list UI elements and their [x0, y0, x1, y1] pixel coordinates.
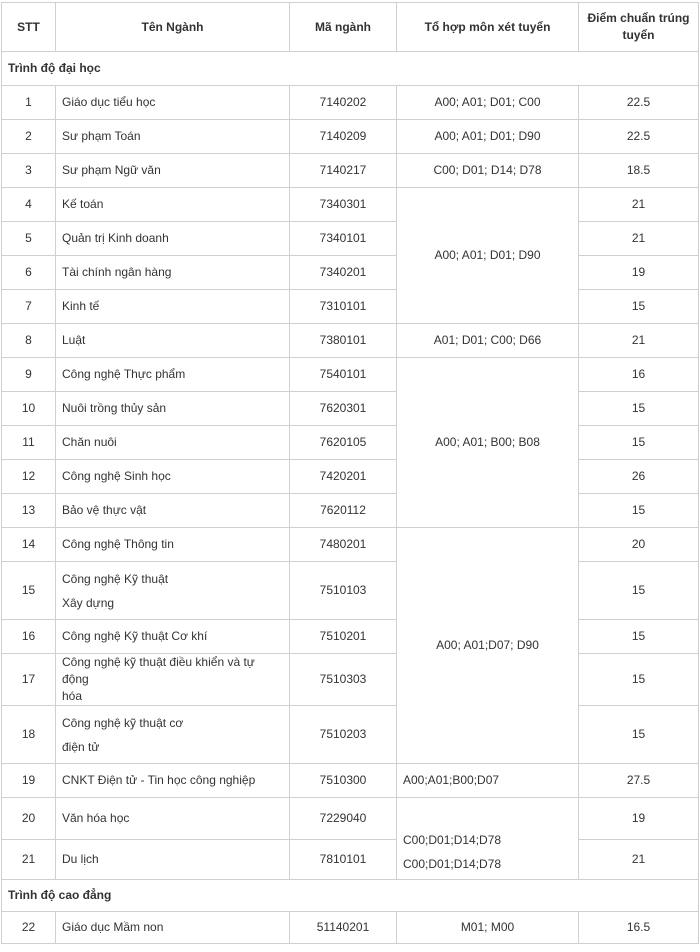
cell-ten-nganh: Giáo dục Mầm non — [56, 912, 290, 944]
table-row — [2, 912, 699, 944]
table-row — [2, 706, 699, 764]
cell-ma-nganh: 7510103 — [290, 562, 397, 620]
cell-ten-nganh: Sư phạm Ngữ văn — [56, 154, 290, 188]
table-row — [2, 154, 699, 188]
cell-stt: 17 — [2, 654, 56, 706]
cell-stt: 7 — [2, 290, 56, 324]
cell-ma-nganh: 7140202 — [290, 86, 397, 120]
cell-ten-nganh-line-1: Công nghệ kỹ thuật cơ — [62, 715, 184, 730]
cell-to-hop: A00; A01;D07; D90 — [397, 528, 579, 764]
cell-stt: 4 — [2, 188, 56, 222]
cell-diem-chuan: 15 — [579, 494, 699, 528]
cell-stt: 2 — [2, 120, 56, 154]
header-diem-chuan: Điểm chuẩn trúng tuyển — [579, 3, 699, 52]
header-ma-nganh: Mã ngành — [290, 3, 397, 52]
header-row — [2, 3, 699, 52]
cell-diem-chuan: 15 — [579, 654, 699, 706]
table-row — [2, 324, 699, 358]
cell-ten-nganh: Tài chính ngân hàng — [56, 256, 290, 290]
header-to-hop: Tổ hợp môn xét tuyển — [397, 3, 579, 52]
cell-ma-nganh: 7340201 — [290, 256, 397, 290]
table-row — [2, 840, 699, 880]
cell-to-hop: C00; D01; D14; D78 — [397, 154, 579, 188]
cell-stt: 6 — [2, 256, 56, 290]
cell-to-hop — [397, 798, 579, 880]
cell-diem-chuan: 15 — [579, 620, 699, 654]
table-row — [2, 358, 699, 392]
table-row — [2, 764, 699, 798]
cell-ten-nganh — [56, 654, 290, 706]
cell-ma-nganh: 7510201 — [290, 620, 397, 654]
table-row — [2, 86, 699, 120]
cell-stt: 13 — [2, 494, 56, 528]
cell-ten-nganh-line-2: hóa — [62, 689, 83, 703]
cell-ten-nganh: Nuôi trồng thủy sản — [56, 392, 290, 426]
cell-diem-chuan: 16 — [579, 358, 699, 392]
cell-ma-nganh: 7810101 — [290, 840, 397, 880]
table-row — [2, 562, 699, 620]
cell-ma-nganh: 7140217 — [290, 154, 397, 188]
cell-diem-chuan: 21 — [579, 188, 699, 222]
cell-ma-nganh: 7229040 — [290, 798, 397, 840]
cell-ma-nganh: 7510300 — [290, 764, 397, 798]
cell-diem-chuan: 15 — [579, 392, 699, 426]
cell-ma-nganh: 7340101 — [290, 222, 397, 256]
cell-ten-nganh: Kinh tế — [56, 290, 290, 324]
table-row — [2, 392, 699, 426]
cell-ten-nganh-line-2: điện tử — [62, 739, 100, 754]
cell-ma-nganh: 7540101 — [290, 358, 397, 392]
table-row — [2, 494, 699, 528]
table-row — [2, 460, 699, 494]
cell-stt: 12 — [2, 460, 56, 494]
table-row — [2, 798, 699, 840]
cell-stt: 15 — [2, 562, 56, 620]
cell-ten-nganh: Sư phạm Toán — [56, 120, 290, 154]
cell-stt: 3 — [2, 154, 56, 188]
cell-ten-nganh: Công nghệ Thông tin — [56, 528, 290, 562]
cell-to-hop: A00; A01; B00; B08 — [397, 358, 579, 528]
cell-stt: 20 — [2, 798, 56, 840]
admission-scores-table — [1, 2, 699, 944]
header-ten-nganh: Tên Ngành — [56, 3, 290, 52]
cell-stt: 19 — [2, 764, 56, 798]
table-row — [2, 256, 699, 290]
cell-ma-nganh: 7310101 — [290, 290, 397, 324]
cell-diem-chuan: 22.5 — [579, 86, 699, 120]
cell-ma-nganh: 7480201 — [290, 528, 397, 562]
cell-ten-nganh: Công nghệ Thực phẩm — [56, 358, 290, 392]
cell-stt: 22 — [2, 912, 56, 944]
cell-diem-chuan: 19 — [579, 256, 699, 290]
cell-ten-nganh: Giáo dục tiểu học — [56, 86, 290, 120]
cell-ten-nganh: Chăn nuôi — [56, 426, 290, 460]
cell-diem-chuan: 15 — [579, 706, 699, 764]
header-stt: STT — [2, 3, 56, 52]
cell-to-hop: A00; A01; D01; D90 — [397, 120, 579, 154]
cell-ma-nganh: 51140201 — [290, 912, 397, 944]
cell-ma-nganh: 7510303 — [290, 654, 397, 706]
cell-to-hop-line-1: C00;D01;D14;D78 — [403, 833, 502, 847]
cell-diem-chuan: 21 — [579, 222, 699, 256]
table-row — [2, 528, 699, 562]
table-row — [2, 222, 699, 256]
cell-ten-nganh: Văn hóa học — [56, 798, 290, 840]
cell-diem-chuan: 26 — [579, 460, 699, 494]
cell-to-hop: M01; M00 — [397, 912, 579, 944]
cell-diem-chuan: 20 — [579, 528, 699, 562]
cell-to-hop: A00; A01; D01; C00 — [397, 86, 579, 120]
cell-stt: 18 — [2, 706, 56, 764]
cell-to-hop: A01; D01; C00; D66 — [397, 324, 579, 358]
cell-diem-chuan: 15 — [579, 290, 699, 324]
table-row — [2, 426, 699, 460]
table-row — [2, 120, 699, 154]
cell-ten-nganh-line-1: Công nghệ kỹ thuật điều khiển và tự động — [62, 655, 255, 686]
cell-ma-nganh: 7140209 — [290, 120, 397, 154]
section-row — [2, 880, 699, 912]
table-row — [2, 654, 699, 706]
table-row — [2, 290, 699, 324]
cell-ten-nganh: Du lịch — [56, 840, 290, 880]
cell-ten-nganh: Luật — [56, 324, 290, 358]
section-row — [2, 52, 699, 86]
cell-diem-chuan: 19 — [579, 798, 699, 840]
cell-diem-chuan: 27.5 — [579, 764, 699, 798]
cell-ma-nganh: 7340301 — [290, 188, 397, 222]
cell-stt: 8 — [2, 324, 56, 358]
cell-to-hop: A00; A01; D01; D90 — [397, 188, 579, 324]
cell-stt: 16 — [2, 620, 56, 654]
cell-ma-nganh: 7620105 — [290, 426, 397, 460]
cell-ten-nganh-line-1: Công nghệ Kỹ thuật — [62, 571, 169, 586]
cell-to-hop-line-2: C00;D01;D14;D78 — [403, 857, 502, 871]
cell-ma-nganh: 7620301 — [290, 392, 397, 426]
cell-ten-nganh — [56, 562, 290, 620]
cell-stt: 10 — [2, 392, 56, 426]
cell-ma-nganh: 7620112 — [290, 494, 397, 528]
cell-diem-chuan: 15 — [579, 426, 699, 460]
cell-diem-chuan: 18.5 — [579, 154, 699, 188]
table-row — [2, 620, 699, 654]
cell-stt: 11 — [2, 426, 56, 460]
cell-stt: 5 — [2, 222, 56, 256]
cell-stt: 21 — [2, 840, 56, 880]
cell-ten-nganh: Công nghệ Sinh học — [56, 460, 290, 494]
cell-to-hop: A00;A01;B00;D07 — [397, 764, 579, 798]
cell-diem-chuan: 22.5 — [579, 120, 699, 154]
cell-ma-nganh: 7420201 — [290, 460, 397, 494]
cell-stt: 1 — [2, 86, 56, 120]
cell-stt: 14 — [2, 528, 56, 562]
section-dai-hoc: Trình độ đại học — [2, 52, 699, 86]
cell-stt: 9 — [2, 358, 56, 392]
table-row — [2, 188, 699, 222]
cell-ten-nganh: Quản trị Kinh doanh — [56, 222, 290, 256]
cell-ten-nganh: Kế toán — [56, 188, 290, 222]
cell-ten-nganh — [56, 706, 290, 764]
cell-diem-chuan: 15 — [579, 562, 699, 620]
section-cao-dang: Trình độ cao đẳng — [2, 880, 699, 912]
cell-ten-nganh-line-2: Xây dựng — [62, 595, 115, 610]
cell-ma-nganh: 7380101 — [290, 324, 397, 358]
cell-ten-nganh: Công nghệ Kỹ thuật Cơ khí — [56, 620, 290, 654]
cell-ten-nganh: Bảo vệ thực vật — [56, 494, 290, 528]
cell-ten-nganh: CNKT Điện tử - Tin học công nghiệp — [56, 764, 290, 798]
cell-diem-chuan: 16.5 — [579, 912, 699, 944]
cell-diem-chuan: 21 — [579, 324, 699, 358]
cell-diem-chuan: 21 — [579, 840, 699, 880]
cell-ma-nganh: 7510203 — [290, 706, 397, 764]
